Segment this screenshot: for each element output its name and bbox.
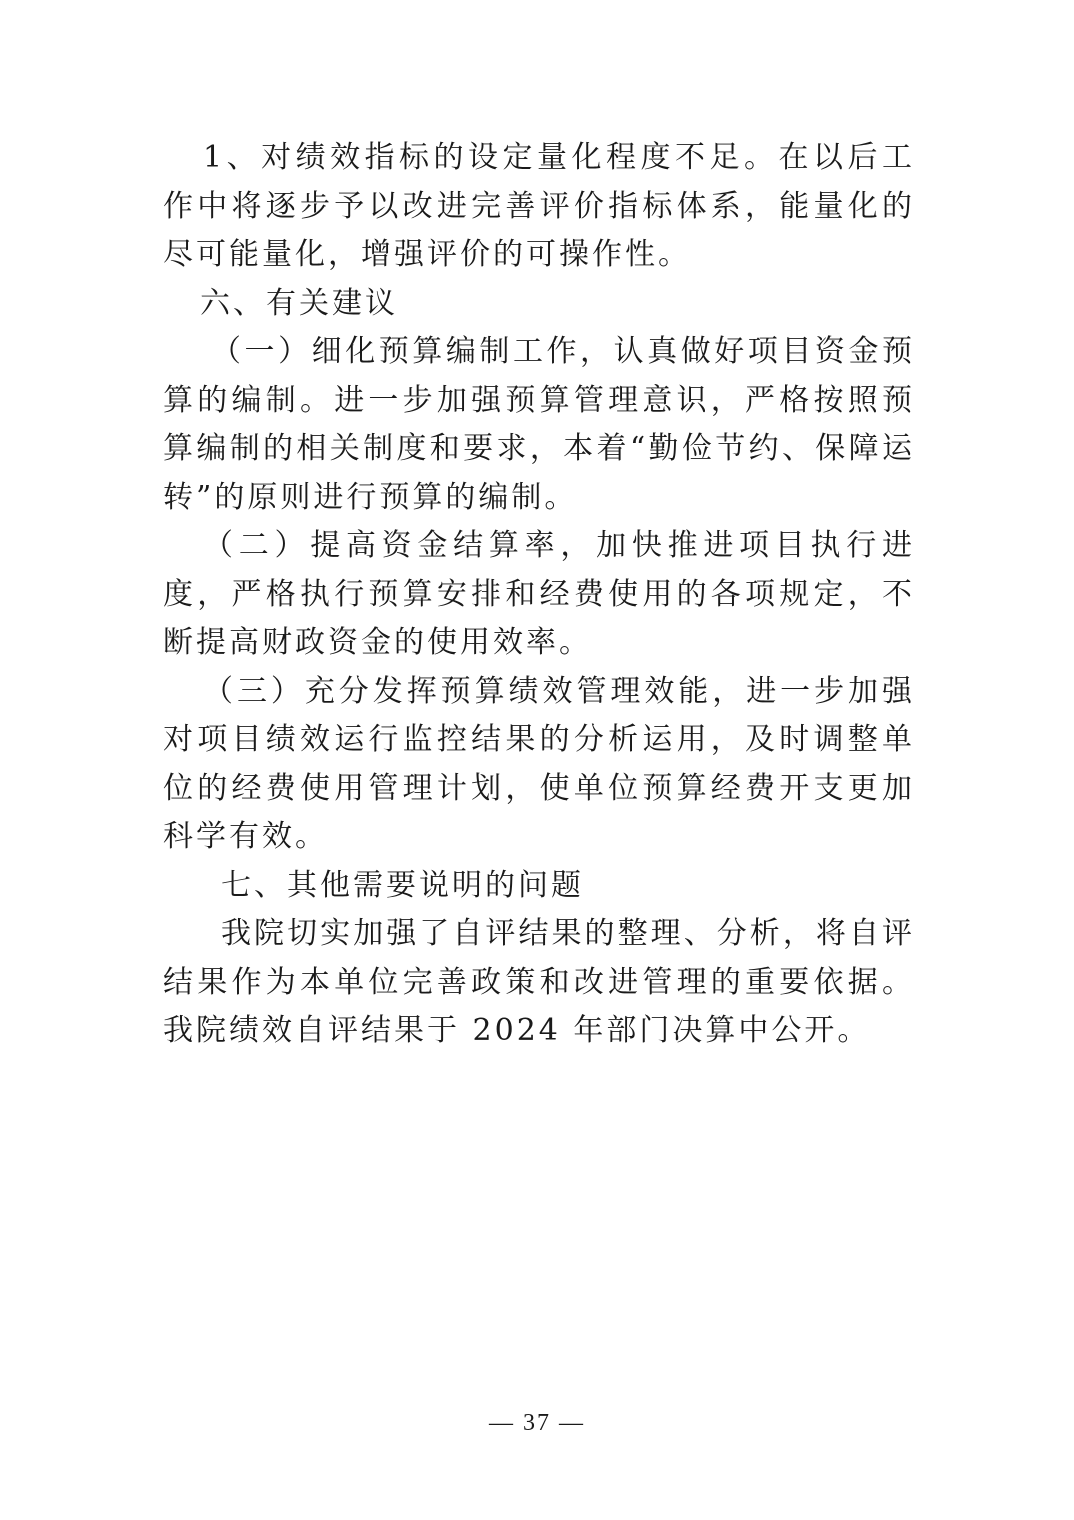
paragraph-suggestion-3: （三）充分发挥预算绩效管理效能，进一步加强对项目绩效运行监控结果的分析运用，及时调整单位的经费使用管理计划，使单位预算经费开支更加科学有效。 <box>163 673 915 854</box>
paragraph-other-notes: 我院切实加强了自评结果的整理、分析，将自评结果作为本单位完善政策和改进管理的重要依据。我院绩效自评结果于 2024 年部门决算中公开。 <box>163 916 915 1048</box>
paragraph-issue-1: 1、对绩效指标的设定量化程度不足。在以后工作中将逐步予以改进完善评价指标体系，能量化的尽可能量化，增强评价的可操作性。 <box>163 140 915 272</box>
document-body <box>163 134 915 1056</box>
paragraph-suggestion-1: （一）细化预算编制工作，认真做好项目资金预算的编制。进一步加强预算管理意识，严格按照预算编制的相关制度和要求，本着“勤俭节约、保障运转”的原则进行预算的编制。 <box>163 334 915 515</box>
section-heading-7: 七、其他需要说明的问题 <box>221 867 584 903</box>
paragraph-suggestion-2: （二）提高资金结算率，加快推进项目执行进度，严格执行预算安排和经费使用的各项规定，不断提高财政资金的使用效率。 <box>163 528 915 660</box>
section-heading-6: 六、有关建议 <box>200 285 398 321</box>
page-number: — 37 — <box>489 1410 585 1436</box>
